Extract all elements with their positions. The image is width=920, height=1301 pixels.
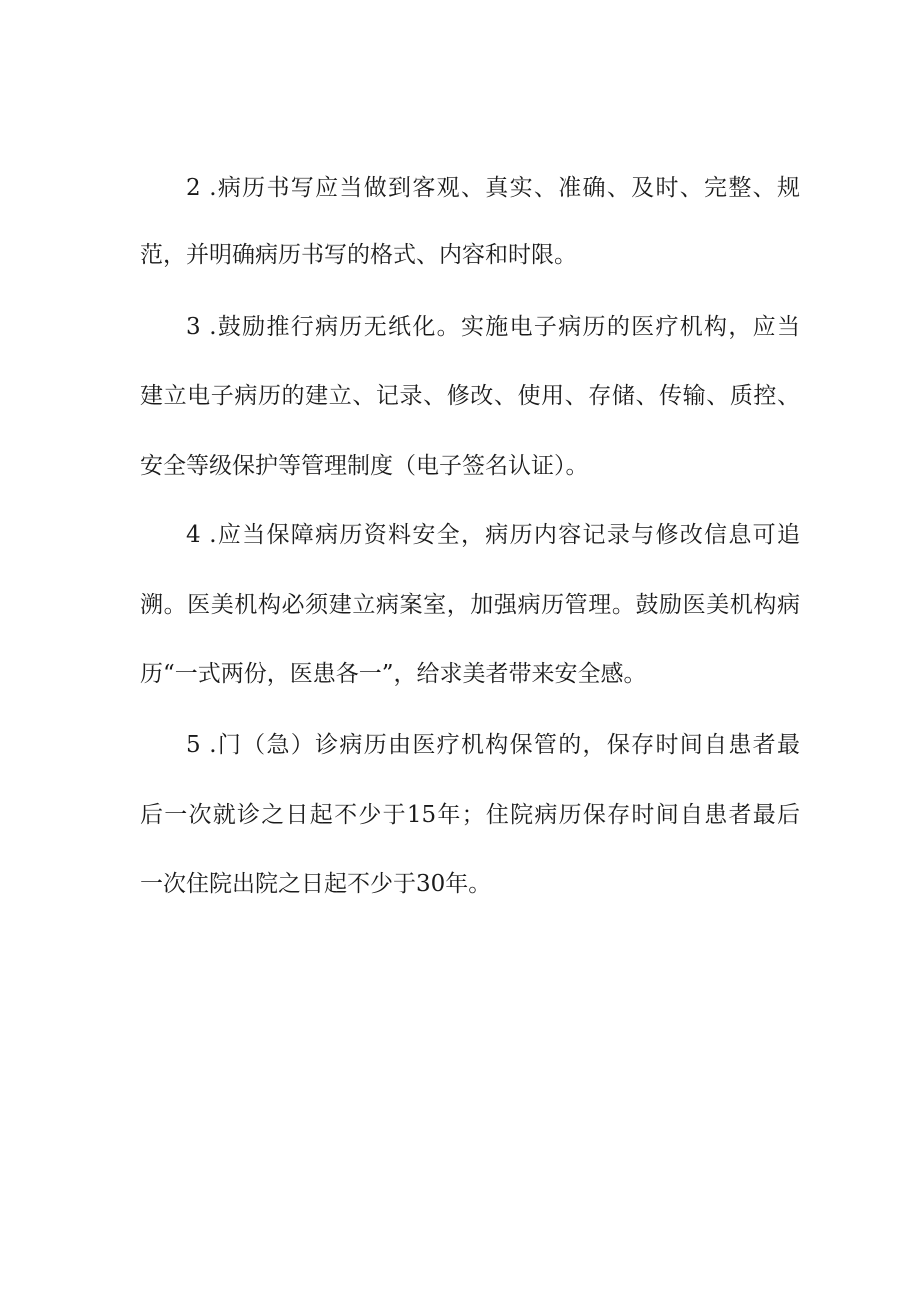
paragraph-4-line-2: 溯。医美机构必须建立病案室，加强病历管理。鼓励医美机构病 <box>140 592 800 618</box>
paragraph-5-line-1: 5 .门（急）诊病历由医疗机构保管的，保存时间自患者最 <box>186 732 800 758</box>
paragraph-3-line-2: 建立电子病历的建立、记录、修改、使用、存储、传输、质控、 <box>140 383 800 409</box>
paragraph-3-line-3: 安全等级保护等管理制度（电子签名认证）。 <box>140 453 589 479</box>
paragraph-5-line-3: 一次住院出院之日起不少于30年。 <box>140 871 492 897</box>
paragraph-5-line-2: 后一次就诊之日起不少于15年；住院病历保存时间自患者最后 <box>140 802 800 828</box>
paragraph-3-line-1: 3 .鼓励推行病历无纸化。实施电子病历的医疗机构，应当 <box>186 314 800 340</box>
paragraph-2-line-2: 范，并明确病历书写的格式、内容和时限。 <box>140 242 577 268</box>
paragraph-2-line-1: 2 .病历书写应当做到客观、真实、准确、及时、完整、规 <box>186 175 800 201</box>
paragraph-4-line-1: 4 .应当保障病历资料安全，病历内容记录与修改信息可追 <box>186 522 800 548</box>
paragraph-4-line-3: 历“一式两份，医患各一”，给求美者带来安全感。 <box>140 661 647 687</box>
